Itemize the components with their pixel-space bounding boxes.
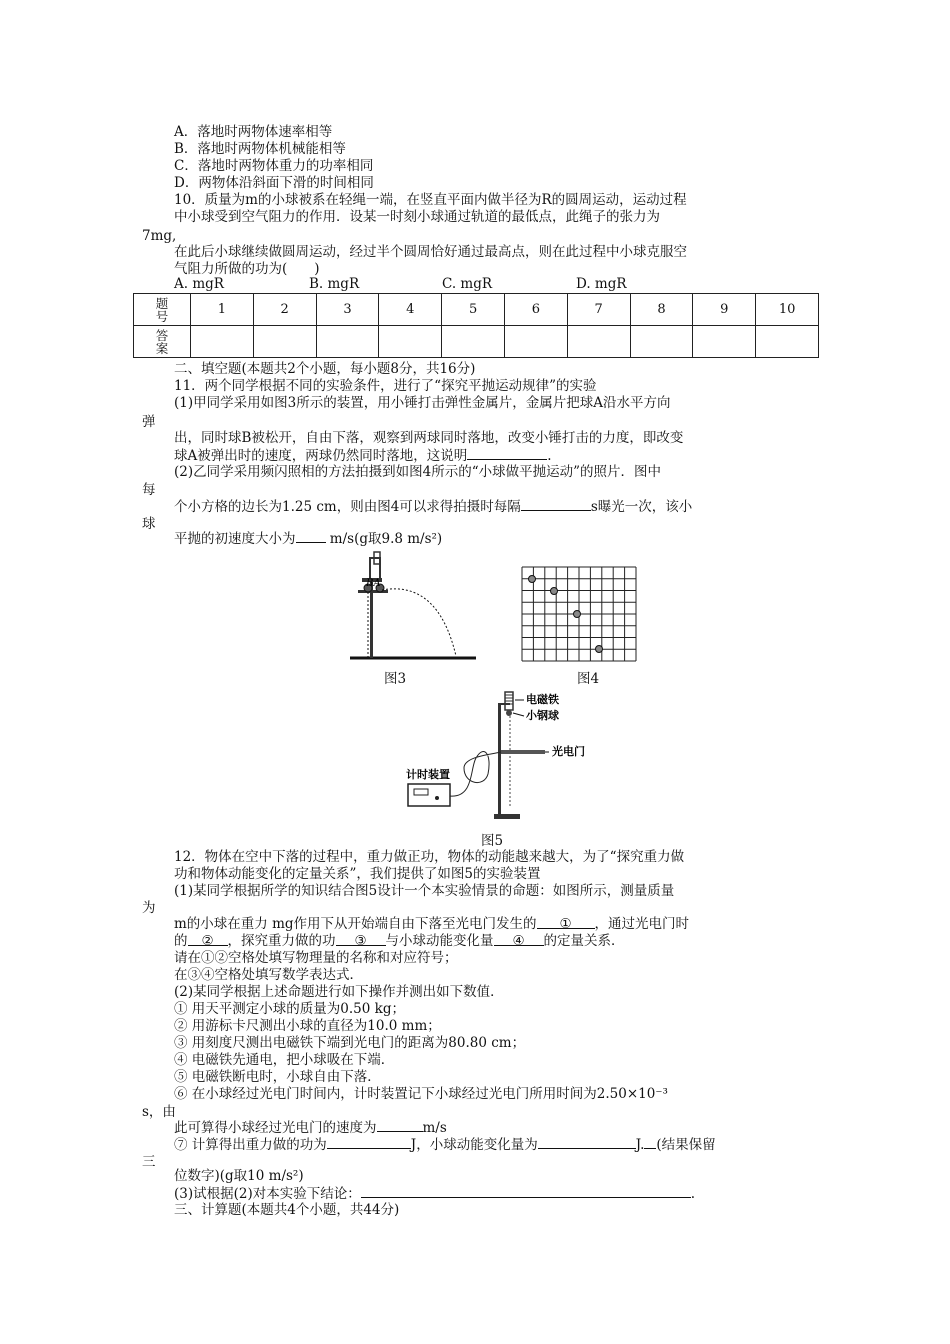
section-title: 三、计算题(本题共4个小题，共44分) (174, 1202, 400, 1218)
table-row (134, 294, 819, 326)
q9-option-b: B．落地时两物体机械能相等 (174, 141, 346, 157)
q12-line: 功和物体动能变化的定量关系”，我们提供了如图5的实验装置 (174, 866, 541, 882)
q12-side: 为 (142, 900, 156, 916)
q10-option-a: A. mgR (174, 276, 224, 292)
fig5-label-ball: 小钢球 (526, 709, 559, 722)
q11-line: 个小方格的边长为1.25 cm，则由图4可以求得拍摄时每隔 s曝光一次，该小 (174, 499, 693, 515)
q12-line: 的 ② ，探究重力做的功 ③ 与小球动能变化量 ④ 的定量关系． (174, 933, 625, 949)
blank-3[interactable]: ③ (336, 933, 386, 946)
answer-cell[interactable] (253, 326, 316, 358)
q12-line: m的小球在重力 mg作用下从开始端自由下落至光电门发生的 ① ，通过光电门时 (174, 916, 690, 932)
answer-table (133, 293, 819, 358)
question-number: 8 (630, 294, 693, 326)
table-row (134, 326, 819, 358)
answer-cell[interactable] (693, 326, 756, 358)
question-number: 2 (253, 294, 316, 326)
q10-option-d: D. mgR (576, 276, 627, 292)
q10-option-c: C. mgR (442, 276, 493, 292)
answer-cell[interactable] (191, 326, 254, 358)
fig5-label-magnet: 电磁铁 (526, 693, 559, 706)
q10-line: 10．质量为m的小球被系在轻绳一端，在竖直平面内做半径为R的圆周运动，运动过程 (174, 192, 687, 208)
answer-cell[interactable] (442, 326, 505, 358)
row-header-number: 题号 (134, 294, 191, 326)
figure-5-caption: 图5 (481, 833, 504, 849)
q12-line: 请在①②空格处填写物理量的名称和对应符号； (174, 950, 458, 966)
blank-1[interactable]: ① (537, 916, 595, 929)
question-number: 5 (442, 294, 505, 326)
figure-5-apparatus (404, 688, 594, 828)
q11-line: 球A被弹出时的速度，两球仍然同时落地，这说明 . (174, 448, 552, 464)
question-number: 7 (567, 294, 630, 326)
question-number: 1 (191, 294, 254, 326)
q12-step: ③ 用刻度尺测出电磁铁下端到光电门的距离为80.80 cm； (174, 1035, 526, 1051)
blank-ke[interactable] (538, 1136, 636, 1149)
question-number: 6 (504, 294, 567, 326)
blank-interval[interactable] (521, 498, 591, 511)
q12-part3: (3)试根据(2)对本实验下结论： . (174, 1186, 696, 1202)
answer-cell[interactable] (379, 326, 442, 358)
q10-line: 中小球受到空气阻力的作用．设某一时刻小球通过轨道的最低点，此绳子的张力为 (174, 209, 660, 225)
q12-step: ⑦ 计算得出重力做的功为 J，小球动能变化量为 J. (结果保留 (174, 1137, 716, 1153)
fig3-ball-labels: BA (366, 578, 381, 589)
row-header-answer: 答案 (134, 326, 191, 358)
q11-side: 弹 (142, 414, 156, 430)
q11-line: 出，同时球B被松开，自由下落，观察到两球同时落地，改变小锤打击的力度，即改变 (174, 430, 684, 446)
q12-step: ⑤ 电磁铁断电时，小球自由下落． (174, 1069, 381, 1085)
fig5-label-gate: 光电门 (552, 745, 585, 758)
figure-3-apparatus (348, 550, 478, 662)
answer-cell[interactable] (567, 326, 630, 358)
answer-cell[interactable] (630, 326, 693, 358)
figure-4-caption: 图4 (577, 671, 600, 687)
q12-line: (2)某同学根据上述命题进行如下操作并测出如下数值． (174, 984, 504, 1000)
q11-side: 球 (142, 516, 156, 532)
q10-line: 在此后小球继续做圆周运动，经过半个圆周恰好通过最高点，则在此过程中小球克服空 (174, 244, 687, 260)
q12-line: 在③④空格处填写数学表达式． (174, 967, 363, 983)
question-number: 3 (316, 294, 379, 326)
blank-speed[interactable] (377, 1119, 423, 1132)
q9-option-c: C．落地时两物体重力的功率相同 (174, 158, 374, 174)
blank-velocity[interactable] (296, 530, 326, 543)
q11-line: 11．两个同学根据不同的实验条件，进行了“探究平抛运动规律”的实验 (174, 378, 597, 394)
q10-line: 气阻力所做的功为( ) (174, 261, 320, 277)
question-number: 4 (379, 294, 442, 326)
q11-line: (1)甲同学采用如图3所示的装置，用小锤打击弹性金属片，金属片把球A沿水平方向 (174, 395, 671, 411)
q12-step: 此可算得小球经过光电门的速度为 m/s (174, 1120, 447, 1136)
q12-step: ④ 电磁铁先通电，把小球吸在下端． (174, 1052, 395, 1068)
question-number: 10 (756, 294, 819, 326)
q9-option-a: A．落地时两物体速率相等 (174, 124, 333, 140)
q10-line: 7mg, (142, 228, 177, 244)
figure-3-caption: 图3 (384, 671, 407, 687)
fig5-label-timer: 计时装置 (406, 768, 450, 781)
section-title: 二、填空题(本题共2个小题，每小题8分，共16分) (174, 361, 476, 377)
question-number: 9 (693, 294, 756, 326)
blank-conclusion[interactable] (361, 1185, 691, 1198)
q12-step: ⑥ 在小球经过光电门时间内，计时装置记下小球经过光电门所用时间为2.50×10⁻³ (174, 1086, 668, 1102)
q12-step: ① 用天平测定小球的质量为0.50 kg； (174, 1001, 405, 1017)
blank-work[interactable] (327, 1136, 411, 1149)
figure-4-grid (521, 566, 637, 662)
q12-step: ② 用游标卡尺测出小球的直径为10.0 mm； (174, 1018, 441, 1034)
answer-cell[interactable] (504, 326, 567, 358)
q11-side: 每 (142, 482, 156, 498)
answer-cell[interactable] (316, 326, 379, 358)
q12-step: 位数字)(g取10 m/s²) (174, 1168, 304, 1184)
q11-line: (2)乙同学采用频闪照相的方法拍摄到如图4所示的“小球做平抛运动”的照片．图中 (174, 464, 662, 480)
q11-line: 平抛的初速度大小为 m/s(g取9.8 m/s²) (174, 531, 443, 547)
q10-option-b: B. mgR (309, 276, 360, 292)
q12-side: 三 (142, 1154, 156, 1170)
q12-line: (1)某同学根据所学的知识结合图5设计一个本实验情景的命题：如图所示，测量质量 (174, 883, 675, 899)
q9-option-d: D．两物体沿斜面下滑的时间相同 (174, 175, 374, 191)
q12-line: 12．物体在空中下落的过程中，重力做正功，物体的动能越来越大，为了“探究重力做 (174, 849, 685, 865)
blank-4[interactable]: ④ (494, 933, 544, 946)
answer-cell[interactable] (756, 326, 819, 358)
blank-2[interactable]: ② (188, 933, 228, 946)
q12-step: s，由 (142, 1104, 176, 1120)
